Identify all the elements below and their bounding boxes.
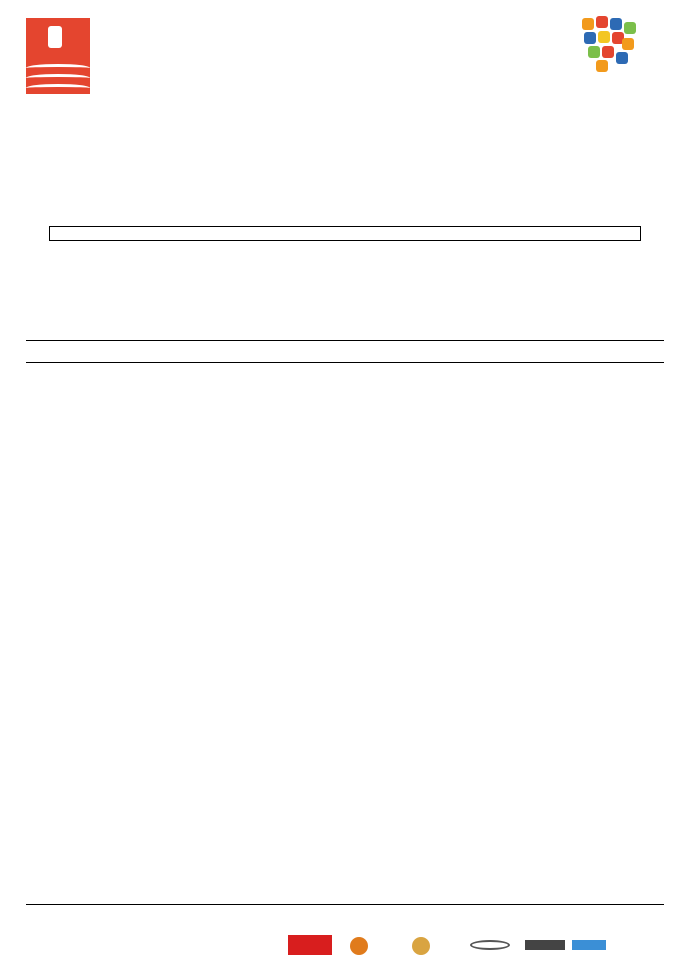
tournament-logo-icon <box>582 16 638 74</box>
heat-header-rule <box>26 362 664 363</box>
records-table <box>49 226 641 241</box>
sponsor-donganhu <box>288 935 332 955</box>
heat-top-rule <box>26 340 664 341</box>
sponsor-seal-icon <box>412 937 430 955</box>
sponsor-power-icon <box>572 940 606 950</box>
sponsor-venue-icon <box>470 940 510 950</box>
sponsor-emblem-icon <box>350 937 368 955</box>
footer-rule <box>26 904 664 905</box>
sponsor-media-icon <box>525 940 565 950</box>
swimming-logo <box>26 18 90 94</box>
